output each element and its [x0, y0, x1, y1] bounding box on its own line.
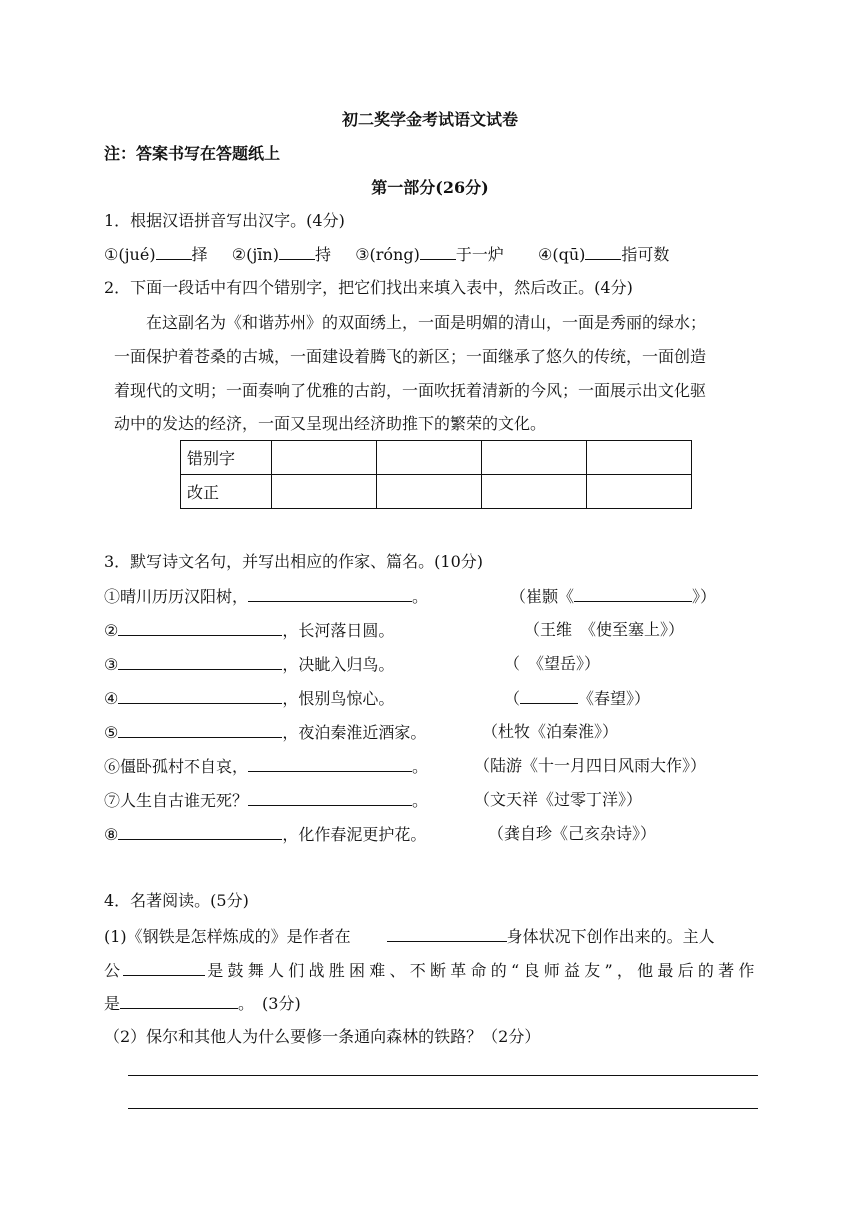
- q1-item-4-text: 指可数: [621, 245, 670, 264]
- q4-protagonist-blank[interactable]: [123, 959, 205, 976]
- q3-line-4-source: [504, 687, 650, 710]
- typo-cell-4[interactable]: [587, 441, 692, 475]
- q3-line-4-num: ④: [104, 689, 119, 708]
- q3-line-4-text: ，恨别鸟惊心。: [282, 689, 395, 708]
- q3-line-3-blank[interactable]: [118, 653, 282, 670]
- q3-line-4-blank[interactable]: [118, 687, 282, 704]
- q3-line-2: [104, 619, 394, 642]
- correction-row-label: 改正: [181, 475, 272, 509]
- q3-line-8: [104, 823, 426, 846]
- q3-line-4-source-pre: （: [504, 689, 521, 708]
- q3-line-5-blank[interactable]: [118, 721, 282, 738]
- q3-line-1-end: 。: [412, 587, 429, 606]
- q4-last-work-blank[interactable]: [120, 992, 238, 1009]
- q4-p1-line-3: [104, 992, 301, 1015]
- q1-items: [104, 243, 669, 266]
- q3-line-3-text: ，决眦入归鸟。: [282, 655, 395, 674]
- typo-cell-2[interactable]: [377, 441, 482, 475]
- q3-line-1-source: [510, 585, 716, 608]
- page-title: 初二奖学金考试语文试卷: [341, 110, 518, 129]
- q2-passage-line-4: 动中的发达的经济，一面又呈现出经济助推下的繁荣的文化。: [114, 414, 547, 433]
- q1-item-3-text: 于一炉: [455, 245, 504, 264]
- q3-line-7-blank[interactable]: [248, 789, 412, 806]
- q1-item-1-text: 择: [191, 245, 208, 264]
- table-row-typos: [181, 441, 692, 475]
- q3-line-6-source: （陆游《十一月四日风雨大作》）: [474, 756, 707, 775]
- q3-line-4: [104, 687, 394, 710]
- q3-line-5-source: （杜牧《泊秦淮》）: [482, 722, 619, 741]
- q3-line-6-text: ⑥僵卧孤村不自哀，: [104, 757, 249, 776]
- q4-p1-text-a: (1)《钢铁是怎样炼成的》是作者在: [104, 927, 351, 946]
- answer-line-2[interactable]: [128, 1108, 758, 1109]
- q3-line-1-title-blank[interactable]: [574, 585, 692, 602]
- q4-condition-blank[interactable]: [387, 925, 507, 942]
- q3-line-5: [104, 721, 426, 744]
- q1-stem: 1．根据汉语拼音写出汉字。(4分): [104, 211, 345, 230]
- q2-passage-line-2: 一面保护着苍桑的古城，一面建设着腾飞的新区；一面继承了悠久的传统，一面创造: [114, 347, 707, 366]
- q3-line-7-source: （文天祥《过零丁洋》）: [474, 790, 643, 809]
- typo-cell-1[interactable]: [272, 441, 377, 475]
- q3-line-8-blank[interactable]: [118, 823, 282, 840]
- q3-line-4-author-blank[interactable]: [520, 687, 578, 704]
- correction-cell-1[interactable]: [272, 475, 377, 509]
- q3-line-6-blank[interactable]: [248, 755, 412, 772]
- q3-line-8-text: ，化作春泥更护花。: [282, 825, 427, 844]
- q1-item-3-blank[interactable]: [420, 243, 456, 260]
- q4-p1-line-1: [104, 925, 715, 948]
- q3-line-1: [104, 585, 428, 608]
- q4-p2: （2）保尔和其他人为什么要修一条通向森林的铁路？（2分）: [104, 1027, 541, 1046]
- q3-line-2-source: （王维 《使至塞上》）: [524, 620, 685, 639]
- q4-p1-text-d: 是鼓舞人们战胜困难、不断革命的“良师益友”，他最后的著作: [204, 961, 756, 980]
- q3-line-5-text: ，夜泊秦淮近酒家。: [282, 723, 427, 742]
- q4-p1-text-f: 。 (3分): [238, 994, 301, 1013]
- q4-p1-text-c: 公: [104, 961, 123, 980]
- typo-cell-3[interactable]: [482, 441, 587, 475]
- q3-line-2-text: ，长河落日圆。: [282, 621, 395, 640]
- q3-line-8-num: ⑧: [104, 825, 119, 844]
- q3-line-5-num: ⑤: [104, 723, 119, 742]
- correction-cell-2[interactable]: [377, 475, 482, 509]
- q1-item-1-blank[interactable]: [156, 243, 192, 260]
- q3-line-1-source-post: 》）: [692, 587, 717, 606]
- q3-line-3: [104, 653, 394, 676]
- part-one-title: 第一部分(26分): [371, 178, 489, 197]
- q2-passage-line-1: 在这副名为《和谐苏州》的双面绣上，一面是明媚的清山，一面是秀丽的绿水；: [146, 313, 707, 332]
- q3-line-7-end: 。: [412, 791, 429, 810]
- q1-item-3-label: ③(róng): [355, 245, 420, 264]
- q3-line-1-source-pre: （崔颢《: [510, 587, 575, 606]
- typo-row-label: 错别字: [181, 441, 272, 475]
- q3-line-7: [104, 789, 428, 812]
- q3-line-3-source: （ 《望岳》）: [504, 654, 601, 673]
- q3-line-1-text: ①晴川历历汉阳树，: [104, 587, 249, 606]
- q1-item-2-text: 持: [314, 245, 331, 264]
- q3-line-4-source-post: 《春望》）: [578, 689, 651, 708]
- q3-line-2-num: ②: [104, 621, 119, 640]
- q3-line-3-num: ③: [104, 655, 119, 674]
- q3-line-1-blank[interactable]: [248, 585, 412, 602]
- correction-cell-4[interactable]: [587, 475, 692, 509]
- q1-item-4-label: ④(qū): [538, 245, 586, 264]
- correction-table: [180, 440, 692, 509]
- q4-p1-text-b: 身体状况下创作出来的。主人: [506, 927, 715, 946]
- q1-item-2-blank[interactable]: [279, 243, 315, 260]
- q4-p1-line-2: [104, 959, 756, 982]
- q3-line-2-blank[interactable]: [118, 619, 282, 636]
- q1-item-1-label: ①(jué): [104, 245, 156, 264]
- q3-line-6-end: 。: [412, 757, 429, 776]
- q1-item-2-label: ②(jīn): [231, 245, 279, 264]
- q1-item-4-blank[interactable]: [585, 243, 621, 260]
- correction-cell-3[interactable]: [482, 475, 587, 509]
- answer-line-1[interactable]: [128, 1075, 758, 1076]
- q3-line-6: [104, 755, 428, 778]
- q4-stem: 4．名著阅读。(5分): [104, 891, 249, 910]
- q3-stem: 3．默写诗文名句，并写出相应的作家、篇名。(10分): [104, 552, 484, 571]
- table-row-corrections: [181, 475, 692, 509]
- q2-passage-line-3: 着现代的文明；一面奏响了优雅的古韵，一面吹抚着清新的今风；一面展示出文化驱: [114, 381, 707, 400]
- q2-stem: 2．下面一段话中有四个错别字，把它们找出来填入表中，然后改正。(4分): [104, 278, 633, 297]
- q3-line-7-text: ⑦人生自古谁无死？: [104, 791, 249, 810]
- q3-line-8-source: （龚自珍《己亥杂诗》）: [488, 824, 657, 843]
- answer-note: 注：答案书写在答题纸上: [104, 144, 281, 163]
- q4-p1-text-e: 是: [104, 994, 121, 1013]
